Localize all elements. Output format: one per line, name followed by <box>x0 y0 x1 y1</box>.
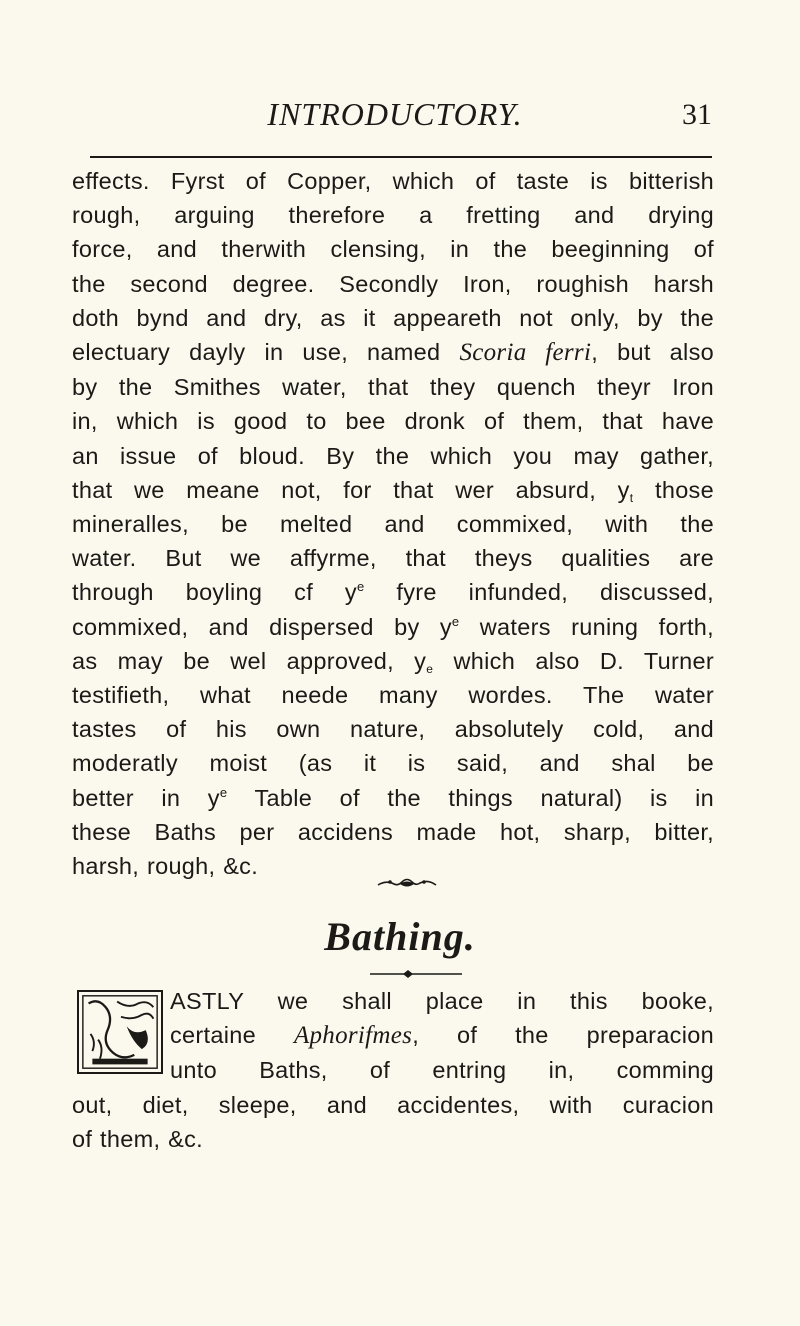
abbrev-subscript: t <box>629 490 634 505</box>
text-line: unto Baths, of entring in, comming <box>170 1057 714 1084</box>
text-run: Table of the things natural) is in <box>227 784 715 811</box>
text-line <box>72 575 714 609</box>
fleuron-ornament-icon <box>376 876 438 890</box>
text-run: commixed, and dispersed by y <box>72 613 452 640</box>
text-line: by the Smithes water, that they quench theyr Iron <box>72 374 714 401</box>
text-line <box>72 1018 714 1053</box>
text-line <box>72 610 714 644</box>
abbrev-superscript: e <box>451 613 460 629</box>
text-run: which also D. Turner <box>433 647 714 674</box>
text-line: testifieth, what neede many wordes. The water <box>72 682 714 709</box>
text-line: tastes of his own nature, absolutely cold, and <box>72 716 714 743</box>
text-run: better in y <box>72 784 220 811</box>
running-title: INTRODUCTORY. <box>267 96 523 132</box>
italic-term-aphorifmes: Aphorifmes <box>293 1022 413 1050</box>
text-run: certaine <box>170 1022 294 1049</box>
text-run: as may be wel approved, y <box>72 647 427 674</box>
paragraph-effects <box>72 164 714 883</box>
text-line: mineralles, be melted and commixed, with the <box>72 511 714 538</box>
text-run: fyre infunded, discussed, <box>364 579 714 606</box>
text-line: water. But we affyrme, that theys qualities are <box>72 545 714 572</box>
page-number: 31 <box>682 98 712 131</box>
text-run: , but also <box>591 339 714 366</box>
text-run: that we meane not, for that wer absurd, y <box>72 476 630 503</box>
italic-term-scoria-ferri: Scoria ferri <box>459 339 592 367</box>
text-line: force, and therwith clensing, in the beeginning of <box>72 236 714 263</box>
paragraph-bathing <box>72 984 714 1156</box>
text-line <box>72 644 714 678</box>
text-line: ASTLY we shall place in this booke, <box>170 988 714 1014</box>
abbrev-superscript: e <box>356 579 365 595</box>
text-line: of them, &c. <box>72 1125 203 1152</box>
section-heading: Bathing. <box>324 914 476 959</box>
text-line: harsh, rough, &c. <box>72 853 259 880</box>
abbrev-superscript: e <box>219 784 228 800</box>
text-line: effects. Fyrst of Copper, which of taste is bitterish <box>72 168 714 194</box>
text-run: through boyling cf y <box>72 579 357 606</box>
text-line <box>72 781 714 815</box>
text-line <box>72 473 714 507</box>
text-line: out, diet, sleepe, and accidentes, with curacion <box>72 1091 714 1118</box>
text-line: in, which is good to bee dronk of them, that have <box>72 408 714 435</box>
text-run: , of the preparacion <box>412 1022 714 1049</box>
text-line: rough, arguing therefore a fretting and drying <box>72 202 714 229</box>
text-line: doth bynd and dry, as it appeareth not only, by the <box>72 304 714 331</box>
abbrev-subscript: e <box>426 661 434 676</box>
text-run: waters runing forth, <box>459 613 714 640</box>
text-line <box>72 335 714 370</box>
diamond-rule-icon <box>370 968 462 980</box>
header-rule <box>90 156 712 158</box>
text-line: the second degree. Secondly Iron, roughish harsh <box>72 270 714 297</box>
running-head <box>80 96 710 136</box>
text-line: these Baths per accidens made hot, sharp, bitter, <box>72 818 714 845</box>
text-line: moderatly moist (as it is said, and shal be <box>72 750 714 777</box>
text-line: an issue of bloud. By the which you may gather, <box>72 442 714 469</box>
text-run: electuary dayly in use, named <box>72 339 460 366</box>
text-run: those <box>633 476 714 503</box>
